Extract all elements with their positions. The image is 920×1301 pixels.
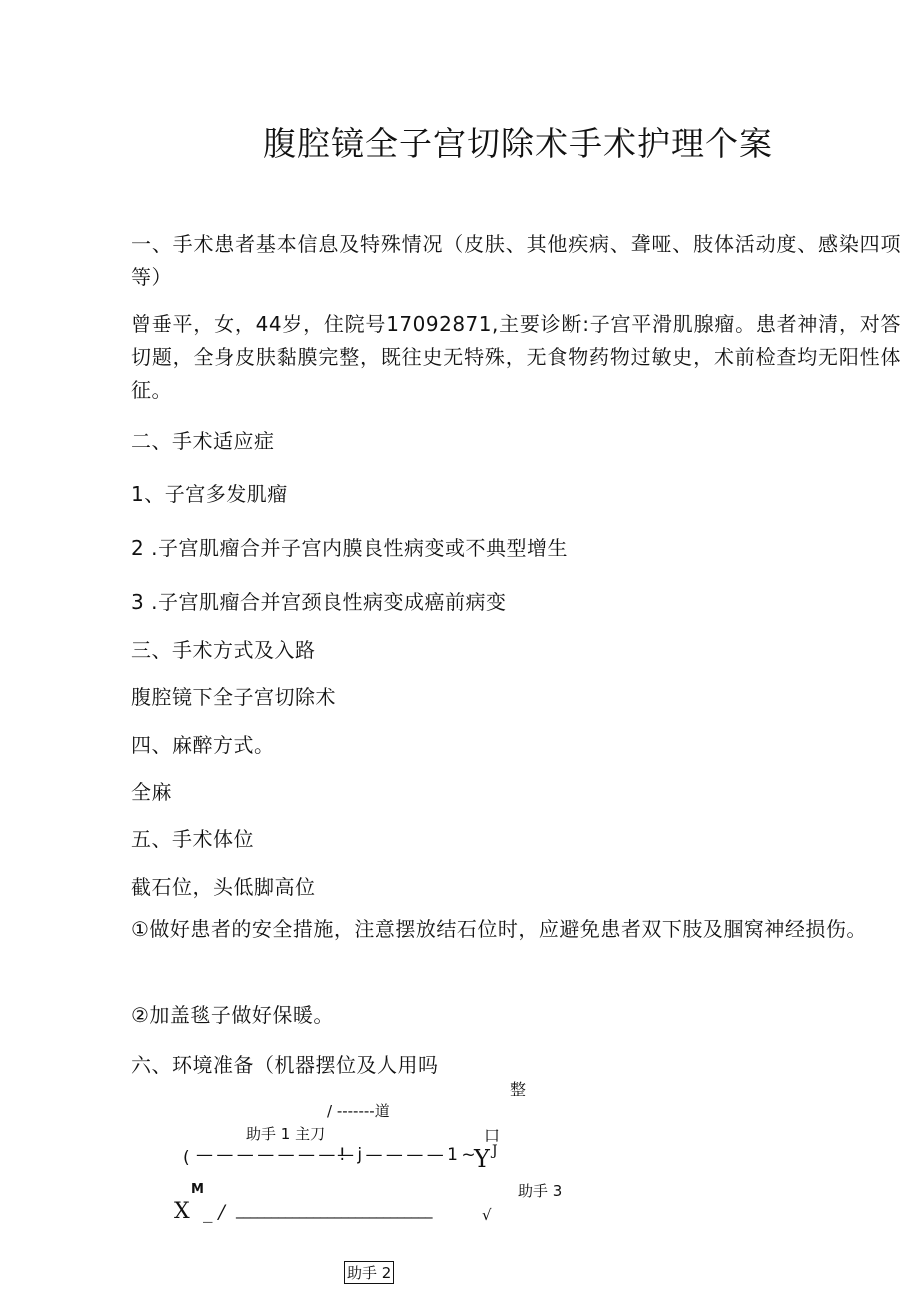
section-2-item-3: 3 .子宫肌瘤合并宫颈良性病变成癌前病变 — [131, 590, 507, 614]
section-6-heading: 六、环境准备（机器摆位及人用吗 — [131, 1053, 439, 1077]
sketch-x-mark: X — [174, 1199, 190, 1224]
sketch-label-zheng: 整 — [510, 1080, 527, 1099]
section-4-body: 全麻 — [131, 780, 172, 804]
sketch-j-mark: J — [492, 1143, 498, 1159]
sketch-box-mark: 口 — [484, 1126, 501, 1145]
sketch-y-mark: Y — [474, 1145, 490, 1173]
section-5-body: 截石位，头低脚高位 — [131, 875, 316, 899]
section-2-heading: 二、手术适应症 — [131, 429, 275, 453]
section-2-item-1: 1、子宫多发肌瘤 — [131, 482, 288, 506]
section-4-heading: 四、麻醉方式。 — [131, 733, 275, 757]
section-5-heading: 五、手术体位 — [131, 827, 254, 851]
sketch-long-line: ____________________________ — [236, 1201, 432, 1219]
section-2-item-2: 2 .子宫肌瘤合并子宫内膜良性病变或不典型增生 — [131, 536, 568, 560]
section-1-heading: 一、手术患者基本信息及特殊情况（皮肤、其他疾病、聋哑、肢体活动度、感染四项等） — [131, 232, 901, 289]
sketch-dash-row-right: — j — — — — 1 ~ — [337, 1145, 475, 1165]
section-1-body: 曾垂平，女，44岁，住院号17092871,主要诊断:子宫平滑肌腺瘤。患者神清，对答切题，全身皮肤黏膜完整，既往史无特殊，无食物药物过敏史，术前检查均无阳性体征。 — [131, 312, 901, 402]
sketch-check-mark: √ — [482, 1206, 492, 1224]
sketch-label-helper3: 助手 3 — [518, 1182, 563, 1200]
sketch-underscore-i: _ / — [203, 1201, 225, 1223]
section-5-note-2: ②加盖毯子做好保暖。 — [131, 1003, 334, 1027]
section-3-body: 腹腔镜下全子宫切除术 — [131, 685, 336, 709]
document-title: 腹腔镜全子宫切除术手术护理个案 — [263, 124, 773, 163]
sketch-label-helper1-surgeon: 助手 1 主刀 — [246, 1125, 326, 1143]
section-3-heading: 三、手术方式及入路 — [131, 638, 316, 662]
sketch-dash-row-left: — — — — — — — ! — [196, 1145, 345, 1165]
sketch-m-mark: M — [191, 1182, 204, 1197]
sketch-label-helper2: 助手 2 — [344, 1261, 394, 1284]
sketch-top-line: / -------道 — [327, 1102, 390, 1120]
section-5-note-1: ①做好患者的安全措施，注意摆放结石位时，应避免患者双下肢及腘窝神经损伤。 — [131, 917, 867, 941]
sketch-dash-start: ( — [183, 1148, 190, 1168]
